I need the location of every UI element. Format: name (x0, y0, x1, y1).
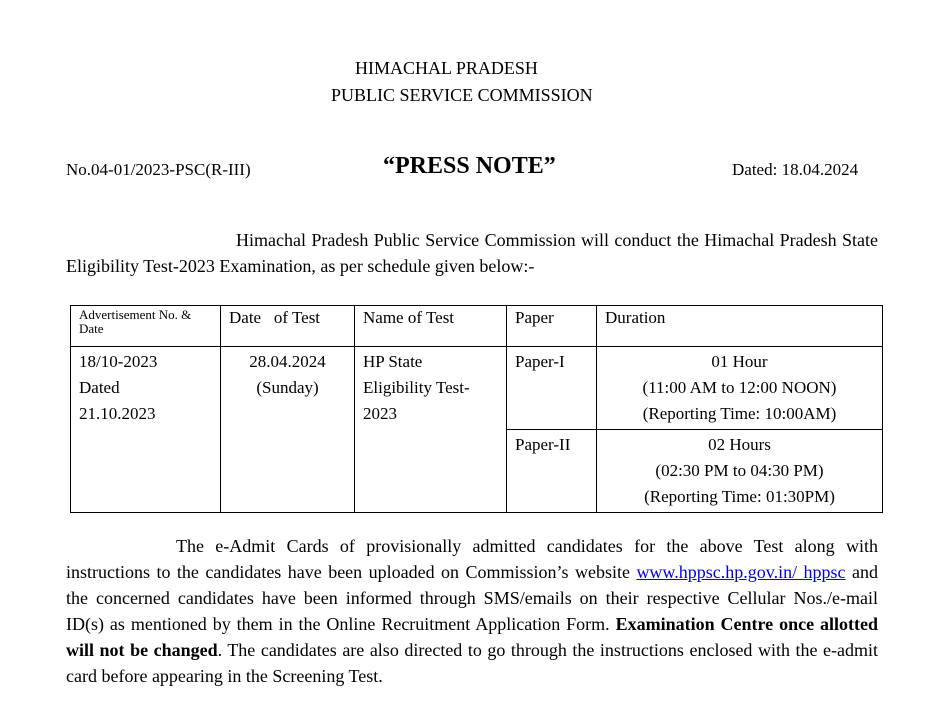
cell-duration-1: 01 Hour (11:00 AM to 12:00 NOON) (Reporting Time: 10:00AM) (597, 347, 883, 430)
header-duration: Duration (597, 306, 883, 347)
header-advertisement: Advertisement No. & Date (71, 306, 221, 347)
cell-duration-2: 02 Hours (02:30 PM to 04:30 PM) (Reporting Time: 01:30PM) (597, 430, 883, 513)
org-name-line1: HIMACHAL PRADESH (355, 58, 538, 78)
cell-advertisement: 18/10-2023 Dated 21.10.2023 (71, 347, 221, 513)
notice-paragraph: The e-Admit Cards of provisionally admitted candidates for the above Test along with instructions to the candidates have been uploaded on Commission’s website www.hppsc.hp.gov.in/ hppsc and the concerned candidates have been informed through SMS/emails on their respective Cellular Nos./e-mail ID(s) as mentioned by them in the Online Recruitment Application Form. Examination Centre once allotted will not be changed. The candidates are also directed to go through the instructions enclosed with the e-admit card before appearing in the Screening Test. (66, 536, 878, 686)
header-paper: Paper (507, 306, 597, 347)
cell-test-name: HP State Eligibility Test- 2023 (355, 347, 507, 513)
website-link[interactable]: www.hppsc.hp.gov.in/ hppsc (636, 562, 846, 582)
cell-paper-1: Paper-I (507, 347, 597, 430)
intro-text: Himachal Pradesh Public Service Commission will conduct the Himachal Pradesh State Eligibility Test-2023 Examination, as per schedule given below:- (66, 230, 878, 276)
notice-emphasis: Examination Centre once allotted will not be changed (66, 614, 878, 660)
cell-date-of-test: 28.04.2024 (Sunday) (221, 347, 355, 513)
page-title: “PRESS NOTE” (383, 153, 556, 179)
intro-paragraph (66, 227, 878, 279)
header-date: Date of Test (221, 306, 355, 347)
reference-number: No.04-01/2023-PSC(R-III) (66, 160, 251, 179)
header-name: Name of Test (355, 306, 507, 347)
schedule-table (70, 305, 883, 513)
table-header-row (71, 306, 883, 347)
cell-paper-2: Paper-II (507, 430, 597, 513)
table-row (71, 347, 883, 430)
org-name-line2: PUBLIC SERVICE COMMISSION (331, 85, 593, 105)
issue-date: Dated: 18.04.2024 (732, 160, 859, 179)
